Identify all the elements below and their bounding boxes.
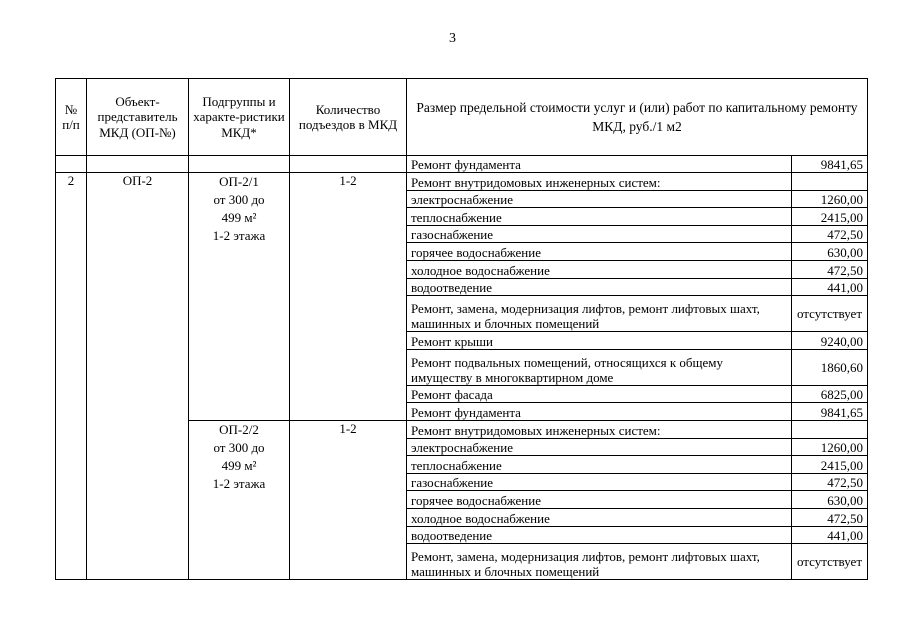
- service-name: Ремонт фундамента: [407, 156, 792, 173]
- service-name: холодное водоснабжение: [407, 260, 792, 278]
- service-cost: 6825,00: [792, 385, 868, 403]
- subgroup-floors: 1-2 этажа: [212, 475, 266, 491]
- service-cost: 441,00: [792, 278, 868, 296]
- service-name: Ремонт подвальных помещений, относящихся к общему имуществу в многоквартирном доме: [407, 349, 792, 385]
- service-name: теплоснабжение: [407, 456, 792, 474]
- service-name: газоснабжение: [407, 225, 792, 243]
- table-row: [56, 156, 868, 173]
- subgroup-area: 499 м²: [221, 457, 257, 473]
- service-name: горячее водоснабжение: [407, 243, 792, 261]
- service-name: Ремонт внутридомовых инженерных систем:: [407, 173, 792, 191]
- header-entrances: Количество подъездов в МКД: [290, 79, 407, 156]
- service-name: электроснабжение: [407, 438, 792, 456]
- service-cost: [792, 420, 868, 438]
- subgroup-cell: [189, 420, 290, 579]
- subgroup-floors: 1-2 этажа: [212, 228, 266, 243]
- subgroup-area: 499 м²: [221, 210, 257, 225]
- table-cell: [290, 156, 407, 173]
- service-name: водоотведение: [407, 526, 792, 544]
- service-cost: 630,00: [792, 243, 868, 261]
- service-cost: 472,50: [792, 473, 868, 491]
- table-body: [56, 156, 868, 580]
- header-subgroups: Подгруппы и характе-ристики МКД*: [189, 79, 290, 156]
- service-cost: [792, 173, 868, 191]
- service-cost: отсутствует: [792, 296, 868, 332]
- service-name: Ремонт фасада: [407, 385, 792, 403]
- object-representative: ОП-2: [87, 173, 189, 580]
- service-name: горячее водоснабжение: [407, 491, 792, 509]
- table-cell: [56, 156, 87, 173]
- service-cost: 9240,00: [792, 332, 868, 350]
- capital-repair-cost-table: [55, 78, 868, 580]
- service-name: водоотведение: [407, 278, 792, 296]
- service-name: холодное водоснабжение: [407, 508, 792, 526]
- service-cost: 2415,00: [792, 456, 868, 474]
- page-number: 3: [449, 31, 456, 46]
- service-cost: 1860,60: [792, 349, 868, 385]
- row-number: 2: [56, 173, 87, 580]
- service-cost: отсутствует: [792, 544, 868, 580]
- service-cost: 472,50: [792, 508, 868, 526]
- table-cell: [87, 156, 189, 173]
- service-cost: 2415,00: [792, 208, 868, 226]
- table-header-row: [56, 79, 868, 156]
- service-name: Ремонт, замена, модернизация лифтов, ремонт лифтовых шахт, машинных и блочных помещений: [407, 296, 792, 332]
- service-name: электроснабжение: [407, 190, 792, 208]
- entrance-count: 1-2: [290, 420, 407, 579]
- service-cost: 1260,00: [792, 190, 868, 208]
- service-name: газоснабжение: [407, 473, 792, 491]
- subgroup-code: ОП-2/2: [219, 421, 259, 437]
- service-cost: 472,50: [792, 225, 868, 243]
- service-cost: 630,00: [792, 491, 868, 509]
- header-number: № п/п: [56, 79, 87, 156]
- service-cost: 9841,65: [792, 156, 868, 173]
- service-name: теплоснабжение: [407, 208, 792, 226]
- service-name: Ремонт фундамента: [407, 403, 792, 421]
- subgroup-code: ОП-2/1: [219, 174, 259, 189]
- service-cost: 441,00: [792, 526, 868, 544]
- subgroup-cell: [189, 173, 290, 421]
- table-cell: [189, 156, 290, 173]
- subgroup-range: от 300 до: [213, 192, 265, 207]
- service-cost: 1260,00: [792, 438, 868, 456]
- service-name: Ремонт крыши: [407, 332, 792, 350]
- service-name: Ремонт внутридомовых инженерных систем:: [407, 420, 792, 438]
- service-cost: 472,50: [792, 260, 868, 278]
- service-name: Ремонт, замена, модернизация лифтов, ремонт лифтовых шахт, машинных и блочных помещений: [407, 544, 792, 580]
- service-cost: 9841,65: [792, 403, 868, 421]
- header-price: Размер предельной стоимости услуг и (или) работ по капитальному ремонту МКД, руб./1 м2: [407, 79, 868, 156]
- header-object: Объект-представитель МКД (ОП-№): [87, 79, 189, 156]
- subgroup-range: от 300 до: [213, 439, 265, 455]
- table-row: [56, 173, 868, 191]
- entrance-count: 1-2: [290, 173, 407, 421]
